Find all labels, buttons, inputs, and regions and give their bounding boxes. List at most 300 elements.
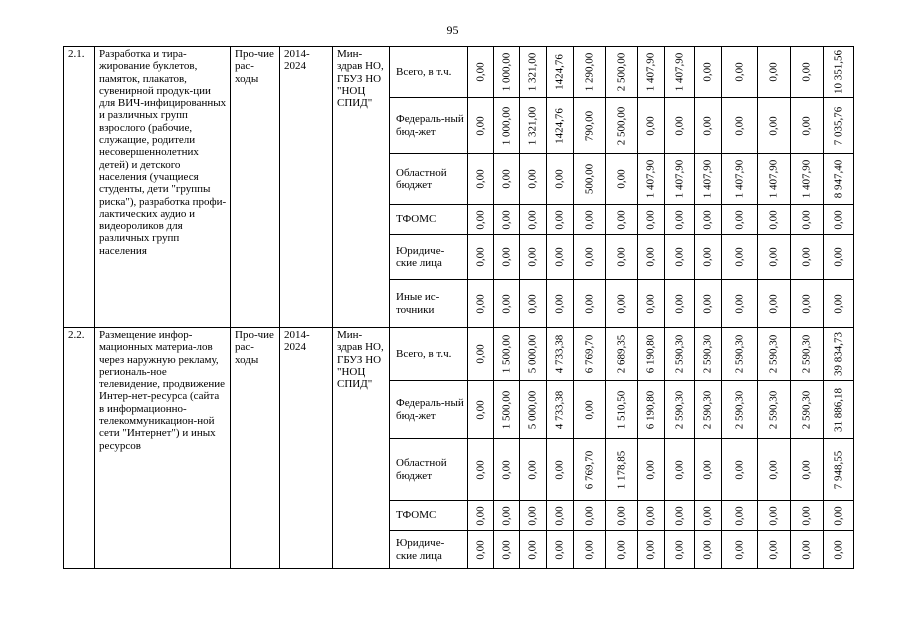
amount: 0,00 (673, 539, 685, 560)
value-cell (791, 47, 824, 98)
value-cell (468, 531, 494, 569)
amount: 0,00 (800, 505, 813, 526)
value-cell (791, 154, 824, 205)
value-cell (468, 47, 494, 98)
amount: 0,00 (615, 539, 627, 560)
amount: 0,00 (583, 505, 595, 526)
amount: 0,00 (553, 459, 566, 480)
value-cell (547, 501, 574, 531)
value-cell (547, 439, 574, 501)
value-cell (665, 439, 695, 501)
value-cell (824, 439, 854, 501)
funding-source: Федераль-ный бюд-жет (390, 381, 468, 439)
value-cell (468, 205, 494, 235)
amount: 5 000,00 (526, 334, 539, 374)
value-cell (468, 439, 494, 501)
funding-source: Иные ис-точники (390, 280, 468, 328)
value-cell (494, 439, 520, 501)
value-cell (638, 531, 665, 569)
value-cell (791, 280, 824, 328)
amount: 0,00 (673, 247, 685, 267)
amount: 2 590,30 (767, 390, 780, 429)
amount: 1424,76 (553, 54, 566, 90)
value-cell (547, 47, 574, 98)
amount: 0,00 (767, 539, 780, 560)
amount: 0,00 (526, 459, 539, 480)
amount: 0,00 (526, 247, 539, 267)
value-cell (665, 205, 695, 235)
amount: 2 590,30 (673, 334, 685, 374)
value-cell (606, 205, 638, 235)
value-cell (547, 381, 574, 439)
amount: 0,00 (701, 459, 714, 480)
amount: 0,00 (701, 293, 714, 314)
amount: 0,00 (644, 293, 657, 314)
value-cell (824, 205, 854, 235)
amount: 1 178,85 (615, 450, 627, 489)
value-cell (494, 501, 520, 531)
section-number: 2.1. (64, 47, 95, 328)
value-cell (695, 531, 722, 569)
value-cell (606, 98, 638, 154)
amount: 0,00 (500, 247, 512, 267)
amount: 0,00 (767, 293, 780, 314)
value-cell (520, 154, 547, 205)
amount: 0,00 (583, 399, 595, 420)
value-cell (520, 381, 547, 439)
funding-source: ТФОМС (390, 501, 468, 531)
amount: 2 590,30 (673, 390, 685, 429)
value-cell (665, 531, 695, 569)
amount: 0,00 (615, 209, 627, 230)
funding-source: Областной бюджет (390, 439, 468, 501)
amount: 0,00 (553, 505, 566, 526)
amount: 0,00 (673, 115, 685, 136)
value-cell (574, 154, 606, 205)
amount: 0,00 (832, 539, 844, 560)
amount: 0,00 (500, 169, 512, 189)
value-cell (665, 98, 695, 154)
amount: 1424,76 (553, 107, 566, 144)
value-cell (638, 328, 665, 381)
amount: 5 000,00 (526, 390, 539, 429)
funding-source: Юридиче-ские лица (390, 235, 468, 280)
amount: 0,00 (500, 209, 512, 230)
amount: 2 590,30 (800, 334, 813, 374)
amount: 0,00 (474, 539, 486, 560)
amount: 0,00 (832, 209, 844, 230)
amount: 39 834,73 (832, 332, 844, 376)
value-cell (638, 98, 665, 154)
amount: 0,00 (800, 209, 813, 230)
executor: Мин-здрав НО, ГБУЗ НО "НОЦ СПИД" (333, 47, 390, 328)
amount: 0,00 (644, 505, 657, 526)
amount: 1 407,90 (673, 52, 685, 92)
amount: 0,00 (474, 209, 486, 230)
value-cell (665, 501, 695, 531)
amount: 0,00 (832, 505, 844, 526)
amount: 0,00 (526, 209, 539, 230)
funding-source: Всего, в т.ч. (390, 47, 468, 98)
amount: 1 290,00 (583, 52, 595, 92)
amount: 0,00 (701, 505, 714, 526)
amount: 0,00 (615, 293, 627, 314)
amount: 0,00 (701, 115, 714, 136)
value-cell (665, 280, 695, 328)
amount: 0,00 (800, 62, 813, 82)
amount: 7 948,55 (832, 450, 844, 489)
funding-source: Юридиче-ские лица (390, 531, 468, 569)
amount: 0,00 (474, 62, 486, 82)
amount: 0,00 (800, 539, 813, 560)
value-cell (791, 98, 824, 154)
amount: 0,00 (526, 169, 539, 189)
amount: 0,00 (733, 115, 745, 136)
amount: 1 000,00 (500, 106, 512, 145)
amount: 0,00 (733, 459, 745, 480)
period: 2014-2024 (280, 328, 333, 569)
amount: 0,00 (673, 459, 685, 480)
value-cell (606, 531, 638, 569)
value-cell (574, 98, 606, 154)
value-cell (547, 98, 574, 154)
amount: 10 351,56 (832, 50, 844, 94)
amount: 6 769,70 (583, 334, 595, 374)
amount: 0,00 (733, 209, 745, 230)
value-cell (574, 280, 606, 328)
value-cell (665, 235, 695, 280)
value-cell (824, 235, 854, 280)
value-cell (758, 531, 791, 569)
value-cell (791, 235, 824, 280)
value-cell (791, 439, 824, 501)
value-cell (758, 280, 791, 328)
amount: 1 500,00 (500, 334, 512, 374)
value-cell (638, 280, 665, 328)
amount: 2 590,30 (701, 334, 714, 374)
value-cell (606, 280, 638, 328)
amount: 4 733,38 (553, 334, 566, 374)
value-cell (468, 154, 494, 205)
amount: 0,00 (701, 62, 714, 82)
amount: 0,00 (474, 247, 486, 267)
value-cell (606, 47, 638, 98)
value-cell (494, 205, 520, 235)
amount: 1 000,00 (500, 52, 512, 92)
value-cell (547, 280, 574, 328)
value-cell (665, 381, 695, 439)
value-cell (606, 381, 638, 439)
value-cell (722, 98, 758, 154)
amount: 0,00 (767, 505, 780, 526)
amount: 0,00 (673, 209, 685, 230)
value-cell (494, 235, 520, 280)
value-cell (665, 47, 695, 98)
amount: 1 510,50 (615, 390, 627, 429)
measure-name: Размещение инфор-мационных материа-лов через наружную рекламу, региональ-ное телевидение, продвижение Интер-нет-ресурса (сайта в информационно-телекоммуникацион-ной сети "Интернет") и иных ресурсов (95, 328, 231, 569)
value-cell (468, 501, 494, 531)
amount: 0,00 (733, 62, 745, 82)
amount: 6 769,70 (583, 450, 595, 489)
value-cell (494, 531, 520, 569)
amount: 0,00 (733, 505, 745, 526)
amount: 1 500,00 (500, 390, 512, 429)
value-cell (520, 280, 547, 328)
amount: 0,00 (733, 247, 745, 267)
value-cell (494, 47, 520, 98)
amount: 0,00 (800, 115, 813, 136)
amount: 0,00 (615, 169, 627, 189)
value-cell (722, 439, 758, 501)
value-cell (574, 531, 606, 569)
amount: 1 407,90 (767, 159, 780, 199)
amount: 2 590,30 (733, 390, 745, 429)
amount: 0,00 (767, 459, 780, 480)
value-cell (606, 439, 638, 501)
value-cell (695, 47, 722, 98)
value-cell (494, 98, 520, 154)
amount: 0,00 (701, 209, 714, 230)
value-cell (722, 235, 758, 280)
amount: 0,00 (500, 539, 512, 560)
amount: 2 590,30 (800, 390, 813, 429)
value-cell (468, 328, 494, 381)
amount: 1 407,90 (644, 52, 657, 92)
period: 2014-2024 (280, 47, 333, 328)
table-row (64, 47, 854, 98)
amount: 0,00 (474, 293, 486, 314)
amount: 0,00 (615, 505, 627, 526)
amount: 0,00 (474, 459, 486, 480)
amount: 0,00 (553, 539, 566, 560)
funding-source: ТФОМС (390, 205, 468, 235)
cost-type: Про-чие рас-ходы (231, 328, 280, 569)
value-cell (520, 439, 547, 501)
value-cell (468, 98, 494, 154)
amount: 500,00 (583, 163, 595, 195)
amount: 0,00 (553, 209, 566, 230)
amount: 2 500,00 (615, 52, 627, 92)
value-cell (758, 98, 791, 154)
amount: 7 035,76 (832, 106, 844, 145)
value-cell (791, 205, 824, 235)
amount: 4 733,38 (553, 390, 566, 429)
value-cell (695, 98, 722, 154)
value-cell (722, 531, 758, 569)
amount: 790,00 (583, 110, 595, 141)
amount: 0,00 (500, 459, 512, 480)
value-cell (695, 381, 722, 439)
value-cell (758, 501, 791, 531)
value-cell (638, 205, 665, 235)
amount: 0,00 (673, 505, 685, 526)
value-cell (638, 235, 665, 280)
amount: 0,00 (474, 344, 486, 364)
measure-name: Разработка и тира-жирование буклетов, памяток, плакатов, сувенирной продук-ции для ВИЧ-инфицированных и различных групп взрослого (рабочие, служащие, родители несовершеннолетних детей) и детского населения (учащиеся студенты, дети "группы риска"), разработка профи-лактических аудио и видеороликов для различных групп населения (95, 47, 231, 328)
value-cell (494, 280, 520, 328)
amount: 0,00 (767, 62, 780, 82)
amount: 0,00 (767, 247, 780, 267)
value-cell (665, 154, 695, 205)
value-cell (520, 47, 547, 98)
value-cell (791, 328, 824, 381)
value-cell (824, 328, 854, 381)
value-cell (758, 47, 791, 98)
amount: 0,00 (583, 247, 595, 267)
value-cell (468, 235, 494, 280)
amount: 31 886,18 (832, 387, 844, 432)
amount: 0,00 (644, 539, 657, 560)
amount: 0,00 (800, 293, 813, 314)
funding-source: Областной бюджет (390, 154, 468, 205)
amount: 0,00 (500, 293, 512, 314)
amount: 0,00 (644, 459, 657, 480)
amount: 0,00 (832, 247, 844, 267)
value-cell (520, 98, 547, 154)
value-cell (574, 47, 606, 98)
value-cell (638, 501, 665, 531)
value-cell (494, 328, 520, 381)
value-cell (722, 154, 758, 205)
amount: 1 407,90 (733, 159, 745, 199)
funding-source: Федераль-ный бюд-жет (390, 98, 468, 154)
value-cell (722, 280, 758, 328)
amount: 1 407,90 (800, 159, 813, 199)
value-cell (758, 381, 791, 439)
value-cell (695, 235, 722, 280)
amount: 0,00 (800, 247, 813, 267)
amount: 0,00 (474, 505, 486, 526)
amount: 1 407,90 (701, 159, 714, 199)
value-cell (468, 381, 494, 439)
value-cell (520, 328, 547, 381)
value-cell (722, 328, 758, 381)
amount: 0,00 (673, 293, 685, 314)
amount: 0,00 (701, 247, 714, 267)
value-cell (547, 205, 574, 235)
value-cell (791, 531, 824, 569)
amount: 0,00 (553, 247, 566, 267)
value-cell (722, 205, 758, 235)
cost-type: Про-чие рас-ходы (231, 47, 280, 328)
amount: 0,00 (583, 539, 595, 560)
financing-table (63, 46, 854, 569)
amount: 0,00 (767, 209, 780, 230)
value-cell (758, 154, 791, 205)
value-cell (574, 205, 606, 235)
amount: 2 500,00 (615, 106, 627, 145)
amount: 2 590,30 (767, 334, 780, 374)
value-cell (468, 280, 494, 328)
value-cell (722, 501, 758, 531)
value-cell (547, 328, 574, 381)
amount: 2 590,30 (733, 334, 745, 374)
amount: 0,00 (474, 169, 486, 189)
value-cell (758, 205, 791, 235)
amount: 0,00 (701, 539, 714, 560)
value-cell (665, 328, 695, 381)
amount: 0,00 (644, 115, 657, 136)
funding-source: Всего, в т.ч. (390, 328, 468, 381)
amount: 6 190,80 (644, 390, 657, 429)
value-cell (722, 381, 758, 439)
value-cell (791, 501, 824, 531)
amount: 0,00 (644, 209, 657, 230)
amount: 1 407,90 (644, 159, 657, 199)
page-number: 95 (446, 23, 459, 37)
amount: 2 689,35 (615, 334, 627, 374)
value-cell (547, 154, 574, 205)
value-cell (574, 328, 606, 381)
value-cell (695, 154, 722, 205)
value-cell (824, 47, 854, 98)
value-cell (758, 328, 791, 381)
value-cell (791, 381, 824, 439)
amount: 0,00 (583, 209, 595, 230)
value-cell (758, 235, 791, 280)
value-cell (695, 328, 722, 381)
value-cell (824, 98, 854, 154)
amount: 0,00 (583, 293, 595, 314)
amount: 0,00 (526, 505, 539, 526)
amount: 6 190,80 (644, 334, 657, 374)
amount: 8 947,40 (832, 159, 844, 199)
amount: 0,00 (733, 539, 745, 560)
value-cell (695, 501, 722, 531)
value-cell (695, 439, 722, 501)
amount: 0,00 (644, 247, 657, 267)
value-cell (494, 154, 520, 205)
value-cell (758, 439, 791, 501)
section-number: 2.2. (64, 328, 95, 569)
executor: Мин-здрав НО, ГБУЗ НО "НОЦ СПИД" (333, 328, 390, 569)
amount: 0,00 (474, 399, 486, 420)
value-cell (824, 501, 854, 531)
table-row (64, 328, 854, 381)
value-cell (494, 381, 520, 439)
amount: 1 321,00 (526, 52, 539, 92)
value-cell (574, 381, 606, 439)
amount: 0,00 (526, 539, 539, 560)
amount: 2 590,30 (701, 390, 714, 429)
amount: 0,00 (553, 169, 566, 189)
amount: 1 407,90 (673, 159, 685, 199)
value-cell (574, 501, 606, 531)
value-cell (638, 381, 665, 439)
amount: 0,00 (733, 293, 745, 314)
value-cell (574, 235, 606, 280)
value-cell (606, 235, 638, 280)
amount: 0,00 (800, 459, 813, 480)
value-cell (824, 381, 854, 439)
value-cell (695, 205, 722, 235)
value-cell (574, 439, 606, 501)
value-cell (638, 439, 665, 501)
value-cell (824, 154, 854, 205)
amount: 0,00 (500, 505, 512, 526)
value-cell (520, 235, 547, 280)
amount: 0,00 (526, 293, 539, 314)
value-cell (520, 205, 547, 235)
value-cell (606, 154, 638, 205)
amount: 0,00 (832, 293, 844, 314)
value-cell (824, 531, 854, 569)
value-cell (606, 328, 638, 381)
value-cell (547, 235, 574, 280)
amount: 0,00 (474, 115, 486, 136)
amount: 0,00 (767, 115, 780, 136)
value-cell (547, 531, 574, 569)
